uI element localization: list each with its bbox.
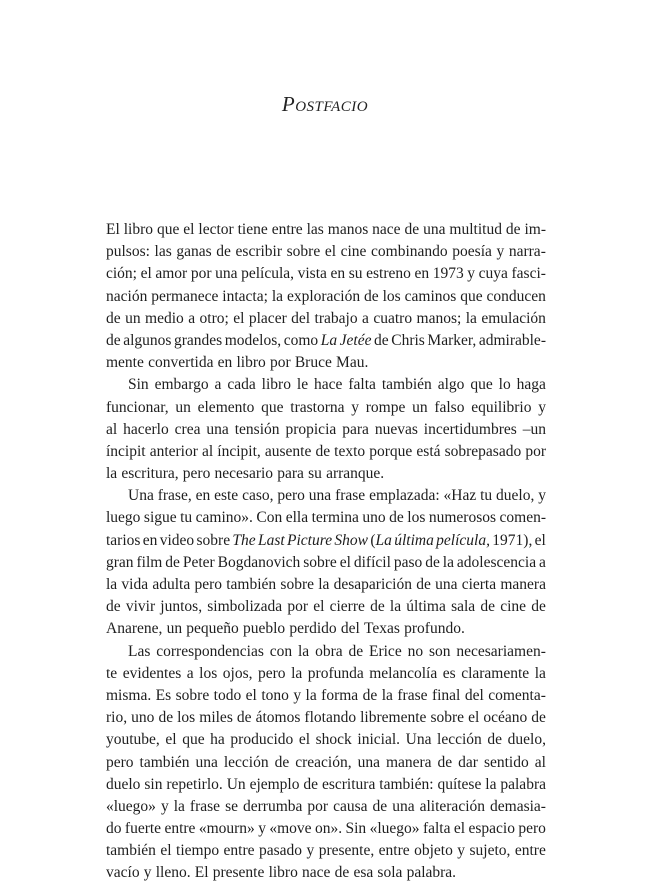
text-line: luego sigue tu camino». Con ella termina uno de los numerosos comen-: [106, 509, 546, 527]
text-line: funcionar, un elemento que trastorna y rompe un falso equilibrio y: [106, 398, 546, 416]
text-line: duelo sin repetirlo. Un ejemplo de escritura también: quítese la palabra: [106, 775, 546, 793]
text-line: do fuerte entre «mourn» y «move on». Sin «luego» falta el espacio pero: [106, 820, 546, 838]
text-line: de un medio a otro; el placer del trabajo a cuatro manos; la emulación: [106, 309, 546, 327]
text-line: Las correspondencias con la obra de Erice no son necesariamen-: [128, 642, 546, 660]
text-line: al hacerlo crea una tensión propicia para nuevas incertidumbres –un: [106, 420, 546, 438]
text-line: de algunos grandes modelos, como La Jetée de Chris Marker, admirable-: [106, 331, 546, 349]
text-line: la vida adulta pero también sobre la desaparición de una cierta manera: [106, 576, 546, 593]
text-line: tarios en video sobre The Last Picture Show (La última película, 1971), el: [106, 531, 546, 549]
text-line: mente convertida en libro por Bruce Mau.: [106, 354, 369, 372]
text-line: íncipit anterior al íncipit, ausente de texto porque está sobrepasado por: [106, 442, 546, 460]
chapter-title: Postfacio: [281, 92, 369, 116]
text-line: te evidentes a los ojos, pero la profunda melancolía es claramente la: [106, 664, 546, 682]
text-line: Anarene, un pequeño pueblo perdido del Texas profundo.: [106, 620, 465, 638]
text-line: pero también una lección de creación, una manera de dar sentido al: [106, 753, 546, 771]
text-line: rio, uno de los miles de átomos flotando libremente sobre el océano de: [106, 709, 546, 727]
text-line: pulsos: las ganas de escribir sobre el cine combinando poesía y narra-: [106, 243, 546, 261]
text-line: ción; el amor por una película, vista en su estreno en 1973 y cuya fasci-: [106, 265, 546, 283]
text-line: de vivir juntos, simbolizada por el cierre de la última sala de cine de: [106, 598, 546, 616]
text-line: youtube, el que ha producido el shock inicial. Una lección de duelo,: [106, 731, 546, 749]
text-line: gran film de Peter Bogdanovich sobre el difícil paso de la adolescencia a: [106, 553, 546, 571]
text-line: misma. Es sobre todo el tono y la forma de la frase final del comenta-: [106, 686, 546, 704]
text-line: nación permanece intacta; la exploración de los caminos que conducen: [106, 287, 546, 305]
text-line: vacío y lleno. El presente libro nace de esa sola palabra.: [106, 864, 457, 882]
text-line: «luego» y la frase se derrumba por causa de una aliteración demasia-: [106, 797, 546, 815]
body-text: [106, 219, 546, 885]
text-line: Una frase, en este caso, pero una frase emplazada: «Haz tu duelo, y: [128, 487, 546, 505]
text-line: Sin embargo a cada libro le hace falta también algo que lo haga: [128, 376, 546, 394]
text-line: la escritura, pero necesario para su arranque.: [106, 465, 385, 483]
text-line: El libro que el lector tiene entre las manos nace de una multitud de im-: [106, 221, 546, 238]
text-line: también el tiempo entre pasado y presente, entre objeto y sujeto, entre: [106, 842, 546, 860]
